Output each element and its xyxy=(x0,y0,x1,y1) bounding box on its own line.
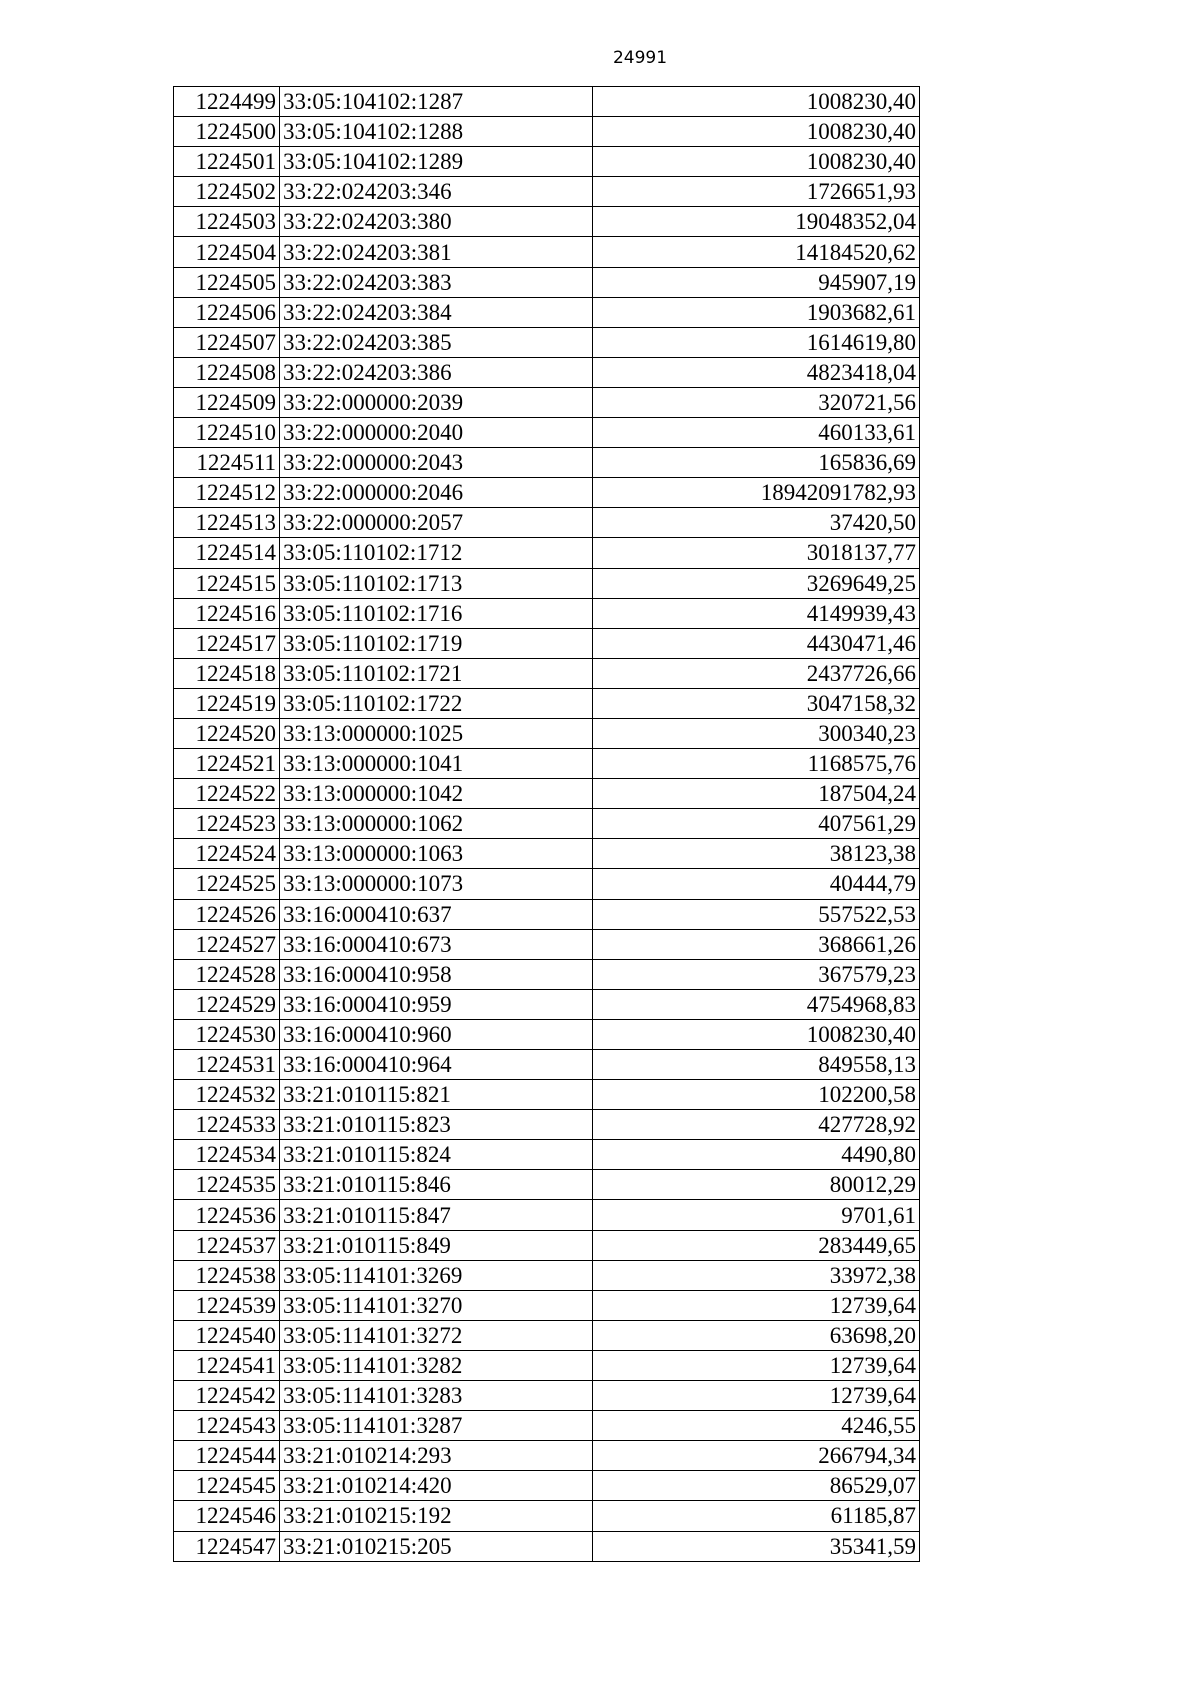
row-id-cell: 1224520 xyxy=(174,718,280,748)
cadastral-value-cell: 1008230,40 xyxy=(593,117,920,147)
row-id-cell: 1224515 xyxy=(174,568,280,598)
cadastral-value-cell: 557522,53 xyxy=(593,899,920,929)
cadastral-value-cell: 1903682,61 xyxy=(593,297,920,327)
cadastral-value-cell: 38123,38 xyxy=(593,839,920,869)
table-row xyxy=(174,448,920,478)
cadastral-number-cell: 33:16:000410:960 xyxy=(280,1019,593,1049)
cadastral-number-cell: 33:05:114101:3287 xyxy=(280,1411,593,1441)
cadastral-value-cell: 63698,20 xyxy=(593,1320,920,1350)
cadastral-value-cell: 40444,79 xyxy=(593,869,920,899)
table-row xyxy=(174,117,920,147)
cadastral-value-cell: 12739,64 xyxy=(593,1381,920,1411)
row-id-cell: 1224510 xyxy=(174,418,280,448)
row-id-cell: 1224547 xyxy=(174,1531,280,1561)
cadastral-value-cell: 37420,50 xyxy=(593,508,920,538)
row-id-cell: 1224542 xyxy=(174,1381,280,1411)
table-row xyxy=(174,688,920,718)
table-row xyxy=(174,207,920,237)
row-id-cell: 1224508 xyxy=(174,357,280,387)
table-row xyxy=(174,1320,920,1350)
table-row xyxy=(174,418,920,448)
cadastral-number-cell: 33:16:000410:958 xyxy=(280,959,593,989)
cadastral-number-cell: 33:22:000000:2040 xyxy=(280,418,593,448)
table-row xyxy=(174,869,920,899)
table-row xyxy=(174,598,920,628)
row-id-cell: 1224540 xyxy=(174,1320,280,1350)
row-id-cell: 1224519 xyxy=(174,688,280,718)
row-id-cell: 1224512 xyxy=(174,478,280,508)
row-id-cell: 1224529 xyxy=(174,989,280,1019)
cadastral-number-cell: 33:22:024203:386 xyxy=(280,357,593,387)
row-id-cell: 1224539 xyxy=(174,1290,280,1320)
cadastral-number-cell: 33:13:000000:1041 xyxy=(280,749,593,779)
row-id-cell: 1224545 xyxy=(174,1471,280,1501)
cadastral-number-cell: 33:05:110102:1722 xyxy=(280,688,593,718)
row-id-cell: 1224546 xyxy=(174,1501,280,1531)
table-row xyxy=(174,568,920,598)
cadastral-number-cell: 33:05:114101:3270 xyxy=(280,1290,593,1320)
cadastral-number-cell: 33:22:024203:383 xyxy=(280,267,593,297)
table-row xyxy=(174,1411,920,1441)
table-row xyxy=(174,267,920,297)
table-row xyxy=(174,779,920,809)
row-id-cell: 1224517 xyxy=(174,628,280,658)
row-id-cell: 1224506 xyxy=(174,297,280,327)
cadastral-value-cell: 300340,23 xyxy=(593,718,920,748)
cadastral-value-cell: 1168575,76 xyxy=(593,749,920,779)
cadastral-value-cell: 1008230,40 xyxy=(593,1019,920,1049)
cadastral-number-cell: 33:21:010214:293 xyxy=(280,1441,593,1471)
table-row xyxy=(174,1019,920,1049)
cadastral-value-cell: 4430471,46 xyxy=(593,628,920,658)
row-id-cell: 1224522 xyxy=(174,779,280,809)
table-row xyxy=(174,508,920,538)
row-id-cell: 1224511 xyxy=(174,448,280,478)
cadastral-value-cell: 80012,29 xyxy=(593,1170,920,1200)
table-row xyxy=(174,478,920,508)
cadastral-number-cell: 33:21:010115:823 xyxy=(280,1110,593,1140)
page-number: 24991 xyxy=(612,48,668,68)
table-row xyxy=(174,387,920,417)
cadastral-value-cell: 849558,13 xyxy=(593,1050,920,1080)
cadastral-value-cell: 4823418,04 xyxy=(593,357,920,387)
cadastral-number-cell: 33:05:110102:1713 xyxy=(280,568,593,598)
cadastral-number-cell: 33:21:010215:192 xyxy=(280,1501,593,1531)
cadastral-number-cell: 33:05:110102:1716 xyxy=(280,598,593,628)
cadastral-number-cell: 33:22:024203:385 xyxy=(280,327,593,357)
row-id-cell: 1224509 xyxy=(174,387,280,417)
cadastral-value-cell: 4246,55 xyxy=(593,1411,920,1441)
table-body xyxy=(174,87,920,1562)
cadastral-number-cell: 33:05:114101:3272 xyxy=(280,1320,593,1350)
cadastral-value-cell: 18942091782,93 xyxy=(593,478,920,508)
table-row xyxy=(174,1140,920,1170)
cadastral-value-cell: 460133,61 xyxy=(593,418,920,448)
row-id-cell: 1224502 xyxy=(174,177,280,207)
row-id-cell: 1224507 xyxy=(174,327,280,357)
row-id-cell: 1224531 xyxy=(174,1050,280,1080)
cadastral-value-cell: 86529,07 xyxy=(593,1471,920,1501)
cadastral-value-cell: 4149939,43 xyxy=(593,598,920,628)
table-row xyxy=(174,87,920,117)
cadastral-number-cell: 33:16:000410:637 xyxy=(280,899,593,929)
row-id-cell: 1224532 xyxy=(174,1080,280,1110)
table-row xyxy=(174,538,920,568)
cadastral-value-cell: 2437726,66 xyxy=(593,658,920,688)
cadastral-number-cell: 33:22:024203:380 xyxy=(280,207,593,237)
cadastral-number-cell: 33:13:000000:1042 xyxy=(280,779,593,809)
cadastral-number-cell: 33:16:000410:959 xyxy=(280,989,593,1019)
cadastral-number-cell: 33:05:104102:1289 xyxy=(280,147,593,177)
cadastral-number-cell: 33:05:110102:1719 xyxy=(280,628,593,658)
row-id-cell: 1224499 xyxy=(174,87,280,117)
cadastral-number-cell: 33:05:110102:1721 xyxy=(280,658,593,688)
row-id-cell: 1224523 xyxy=(174,809,280,839)
cadastral-value-cell: 1726651,93 xyxy=(593,177,920,207)
table-row xyxy=(174,749,920,779)
row-id-cell: 1224541 xyxy=(174,1350,280,1380)
row-id-cell: 1224516 xyxy=(174,598,280,628)
cadastral-number-cell: 33:13:000000:1062 xyxy=(280,809,593,839)
cadastral-number-cell: 33:16:000410:964 xyxy=(280,1050,593,1080)
row-id-cell: 1224530 xyxy=(174,1019,280,1049)
cadastral-value-cell: 187504,24 xyxy=(593,779,920,809)
cadastral-value-cell: 12739,64 xyxy=(593,1290,920,1320)
table-row xyxy=(174,1050,920,1080)
row-id-cell: 1224505 xyxy=(174,267,280,297)
cadastral-value-cell: 3047158,32 xyxy=(593,688,920,718)
table-row xyxy=(174,899,920,929)
table-row xyxy=(174,929,920,959)
cadastral-value-cell: 4754968,83 xyxy=(593,989,920,1019)
table-row xyxy=(174,1471,920,1501)
table-row xyxy=(174,959,920,989)
cadastral-number-cell: 33:13:000000:1063 xyxy=(280,839,593,869)
row-id-cell: 1224527 xyxy=(174,929,280,959)
table-row xyxy=(174,658,920,688)
row-id-cell: 1224535 xyxy=(174,1170,280,1200)
row-id-cell: 1224504 xyxy=(174,237,280,267)
row-id-cell: 1224503 xyxy=(174,207,280,237)
cadastral-value-cell: 33972,38 xyxy=(593,1260,920,1290)
cadastral-number-cell: 33:13:000000:1073 xyxy=(280,869,593,899)
cadastral-value-cell: 3269649,25 xyxy=(593,568,920,598)
cadastral-number-cell: 33:21:010115:849 xyxy=(280,1230,593,1260)
table-row xyxy=(174,357,920,387)
row-id-cell: 1224537 xyxy=(174,1230,280,1260)
table-row xyxy=(174,628,920,658)
table-row xyxy=(174,839,920,869)
cadastral-value-cell: 9701,61 xyxy=(593,1200,920,1230)
cadastral-value-cell: 3018137,77 xyxy=(593,538,920,568)
cadastral-value-cell: 407561,29 xyxy=(593,809,920,839)
cadastral-value-cell: 12739,64 xyxy=(593,1350,920,1380)
cadastral-number-cell: 33:21:010214:420 xyxy=(280,1471,593,1501)
cadastral-value-cell: 165836,69 xyxy=(593,448,920,478)
cadastral-value-table xyxy=(173,86,920,1562)
row-id-cell: 1224536 xyxy=(174,1200,280,1230)
cadastral-value-cell: 19048352,04 xyxy=(593,207,920,237)
table-row xyxy=(174,327,920,357)
cadastral-number-cell: 33:05:114101:3282 xyxy=(280,1350,593,1380)
table-row xyxy=(174,177,920,207)
table-row xyxy=(174,1260,920,1290)
cadastral-value-cell: 367579,23 xyxy=(593,959,920,989)
cadastral-number-cell: 33:05:104102:1288 xyxy=(280,117,593,147)
table-row xyxy=(174,1200,920,1230)
table-row xyxy=(174,1080,920,1110)
table-row xyxy=(174,1230,920,1260)
cadastral-number-cell: 33:22:024203:384 xyxy=(280,297,593,327)
row-id-cell: 1224528 xyxy=(174,959,280,989)
cadastral-number-cell: 33:05:104102:1287 xyxy=(280,87,593,117)
cadastral-value-cell: 35341,59 xyxy=(593,1531,920,1561)
cadastral-number-cell: 33:22:000000:2039 xyxy=(280,387,593,417)
cadastral-value-cell: 61185,87 xyxy=(593,1501,920,1531)
cadastral-value-cell: 427728,92 xyxy=(593,1110,920,1140)
table-row xyxy=(174,1381,920,1411)
cadastral-value-cell: 14184520,62 xyxy=(593,237,920,267)
row-id-cell: 1224533 xyxy=(174,1110,280,1140)
cadastral-number-cell: 33:16:000410:673 xyxy=(280,929,593,959)
cadastral-number-cell: 33:22:024203:346 xyxy=(280,177,593,207)
table-row xyxy=(174,1290,920,1320)
cadastral-number-cell: 33:05:110102:1712 xyxy=(280,538,593,568)
cadastral-number-cell: 33:22:000000:2043 xyxy=(280,448,593,478)
row-id-cell: 1224524 xyxy=(174,839,280,869)
cadastral-number-cell: 33:21:010115:824 xyxy=(280,1140,593,1170)
row-id-cell: 1224534 xyxy=(174,1140,280,1170)
cadastral-number-cell: 33:22:024203:381 xyxy=(280,237,593,267)
cadastral-number-cell: 33:05:114101:3283 xyxy=(280,1381,593,1411)
row-id-cell: 1224538 xyxy=(174,1260,280,1290)
table-row xyxy=(174,989,920,1019)
table-row xyxy=(174,147,920,177)
cadastral-value-cell: 4490,80 xyxy=(593,1140,920,1170)
cadastral-value-cell: 283449,65 xyxy=(593,1230,920,1260)
table-row xyxy=(174,297,920,327)
table-row xyxy=(174,809,920,839)
cadastral-value-cell: 368661,26 xyxy=(593,929,920,959)
row-id-cell: 1224500 xyxy=(174,117,280,147)
table-row xyxy=(174,1170,920,1200)
cadastral-value-cell: 266794,34 xyxy=(593,1441,920,1471)
cadastral-value-cell: 1008230,40 xyxy=(593,87,920,117)
row-id-cell: 1224544 xyxy=(174,1441,280,1471)
table-row xyxy=(174,1350,920,1380)
cadastral-number-cell: 33:21:010115:821 xyxy=(280,1080,593,1110)
row-id-cell: 1224525 xyxy=(174,869,280,899)
cadastral-value-cell: 102200,58 xyxy=(593,1080,920,1110)
cadastral-value-cell: 945907,19 xyxy=(593,267,920,297)
table-row xyxy=(174,1110,920,1140)
row-id-cell: 1224543 xyxy=(174,1411,280,1441)
cadastral-number-cell: 33:21:010215:205 xyxy=(280,1531,593,1561)
cadastral-number-cell: 33:21:010115:846 xyxy=(280,1170,593,1200)
table-row xyxy=(174,1441,920,1471)
cadastral-number-cell: 33:05:114101:3269 xyxy=(280,1260,593,1290)
row-id-cell: 1224518 xyxy=(174,658,280,688)
cadastral-number-cell: 33:13:000000:1025 xyxy=(280,718,593,748)
cadastral-value-cell: 320721,56 xyxy=(593,387,920,417)
table-row xyxy=(174,237,920,267)
row-id-cell: 1224501 xyxy=(174,147,280,177)
row-id-cell: 1224513 xyxy=(174,508,280,538)
cadastral-number-cell: 33:21:010115:847 xyxy=(280,1200,593,1230)
table-row xyxy=(174,1501,920,1531)
table-row xyxy=(174,1531,920,1561)
row-id-cell: 1224521 xyxy=(174,749,280,779)
cadastral-value-cell: 1614619,80 xyxy=(593,327,920,357)
row-id-cell: 1224526 xyxy=(174,899,280,929)
cadastral-value-cell: 1008230,40 xyxy=(593,147,920,177)
cadastral-number-cell: 33:22:000000:2046 xyxy=(280,478,593,508)
row-id-cell: 1224514 xyxy=(174,538,280,568)
cadastral-number-cell: 33:22:000000:2057 xyxy=(280,508,593,538)
table-row xyxy=(174,718,920,748)
